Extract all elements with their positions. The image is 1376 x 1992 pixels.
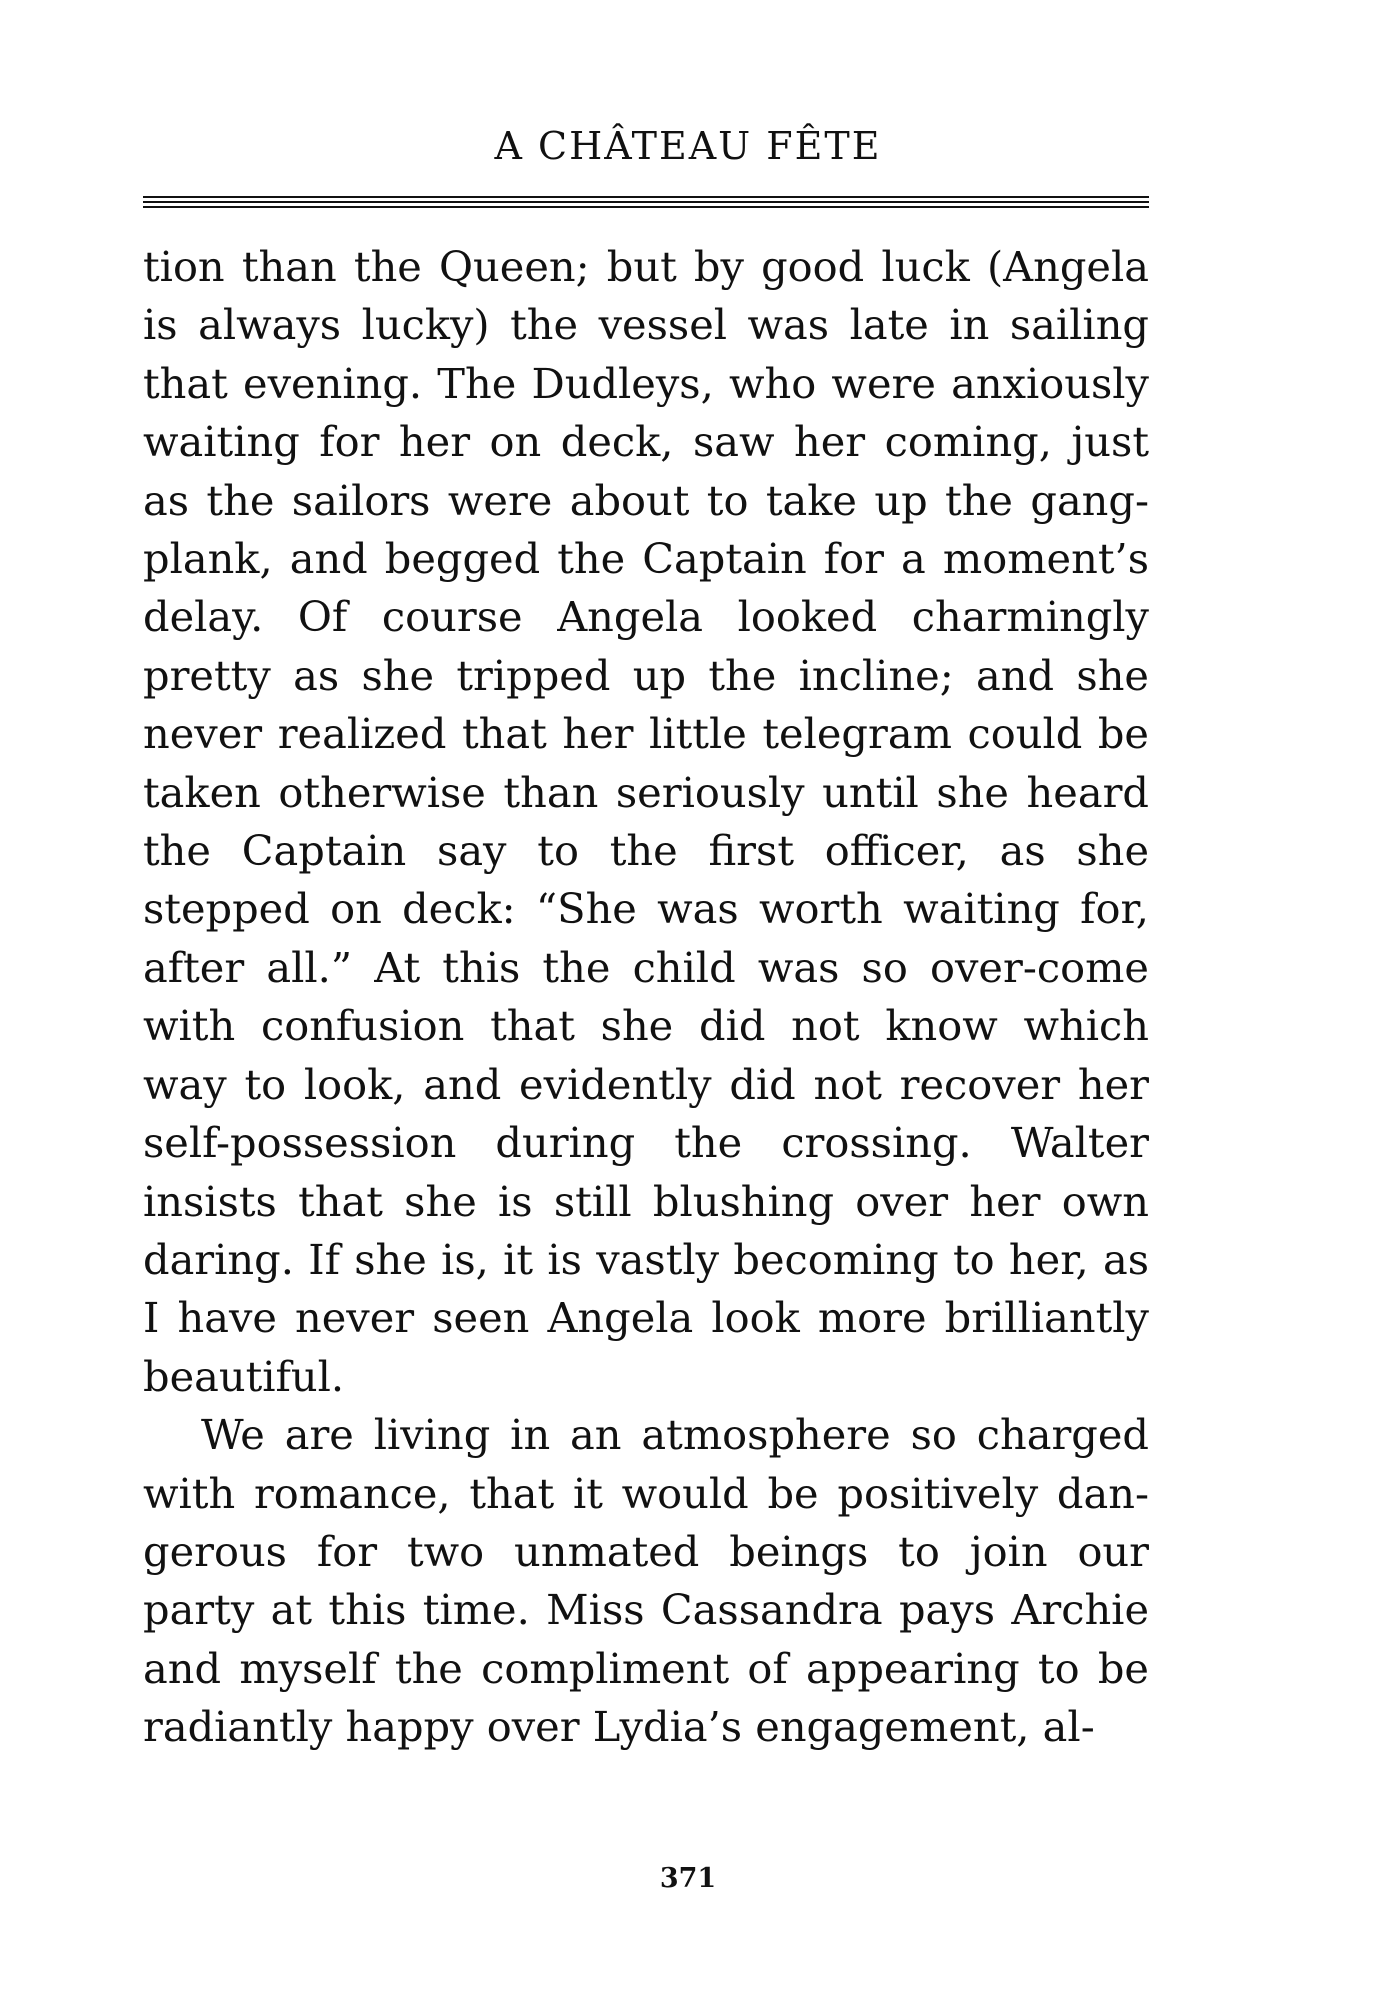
running-head: A CHÂTEAU FÊTE [494,124,882,168]
paragraph: We are living in an atmosphere so charged with romance, that it would be positively dan-gerous for two unmated beings to join our party at this time. Miss Cassandra pays Archie and myself the compliment of appearing to be radiantly happy over Lydia’s engagement, al- [143,1410,1149,1752]
header-rule-top [143,196,1149,198]
page-number: 371 [659,1863,717,1894]
header-rule-middle [143,201,1149,203]
header-rule-bottom [143,206,1149,208]
body-text [143,238,1149,1757]
paragraph: tion than the Queen; but by good luck (Angela is always lucky) the vessel was late in sailing that evening. The Dudleys, who were anxiously waiting for her on deck, saw her coming, just as the sailors were about to take up the gang-plank, and begged the Captain for a moment’s delay. Of course Angela looked charmingly pretty as she tripped up the incline; and she never realized that her little telegram could be taken otherwise than seriously until she heard the Captain say to the first officer, as she stepped on deck: “She was worth waiting for, after all.” At this the child was so over-come with confusion that she did not know which way to look, and evidently did not recover her self-possession during the crossing. Walter insists that she is still blushing over her own daring. If she is, it is vastly becoming to her, as I have never seen Angela look more brilliantly beautiful. [143,242,1149,1401]
